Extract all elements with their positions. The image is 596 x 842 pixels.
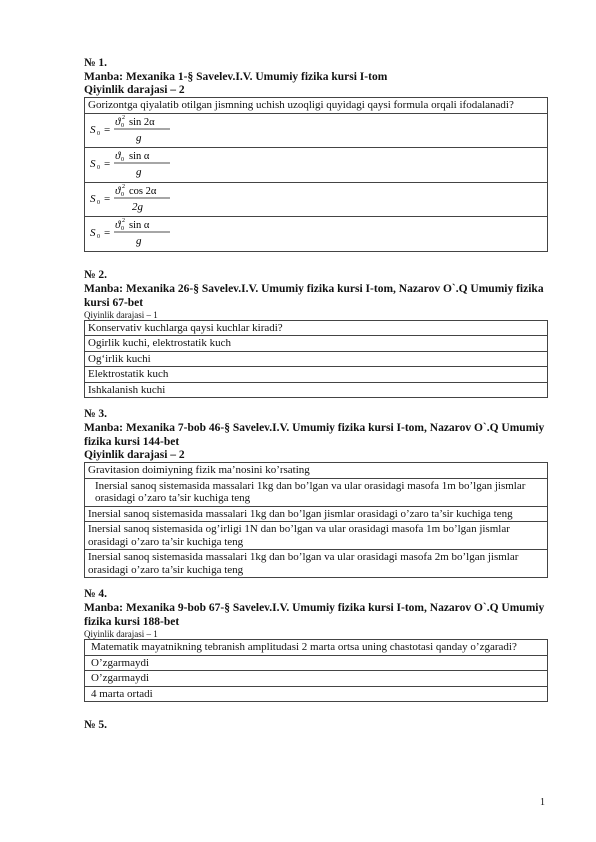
document-page (84, 57, 548, 732)
question-table (84, 97, 548, 252)
answer-formula (85, 113, 548, 148)
formula-numerator-subscript: 0 (121, 122, 124, 129)
formula-lhs-subscript: 0 (97, 199, 100, 206)
question-3 (84, 408, 548, 578)
formula-numerator-power: 2 (122, 218, 125, 224)
formula-numerator-subscript: 0 (121, 226, 124, 232)
question-source: Manba: Mexanika 9-bob 67-§ Savelev.I.V. Umumiy fizika kursi I-tom, Nazarov O`.Q Umumiy fizika kursi 188-bet (84, 602, 545, 628)
answer-option: Ogirlik kuchi, elektrostatik kuch (85, 336, 548, 352)
question-text: Gorizontga qiyalatib otilgan jismning uchish uzoqligi quyidagi qaysi formula orqali ifodalanadi? (85, 98, 548, 114)
formula-lhs: S (90, 227, 96, 239)
answer-option: 4 marta ortadi (85, 686, 548, 702)
formula-numerator-power: 2 (122, 114, 125, 121)
question-number: № 3. (84, 408, 108, 420)
question-source: Manba: Mexanika 26-§ Savelev.I.V. Umumiy fizika kursi I-tom, Nazarov O`.Q Umumiy fizika kursi 67-bet (84, 282, 544, 309)
formula-equals: = (104, 158, 111, 170)
formula-denominator: 2g (132, 200, 143, 213)
answer-formula (85, 148, 548, 183)
answer-option: Inersial sanoq sistemasida massalari 1kg dan bo’lgan jismlar orasidagi o’zaro ta’sir kuchiga teng (85, 506, 548, 522)
difficulty-level: Qiyinlik darajasi – 2 (84, 84, 185, 96)
formula-lhs: S (90, 158, 96, 170)
formula-equals: = (104, 192, 111, 205)
question-number: № 4. (84, 588, 108, 600)
question-source: Manba: Mexanika 1-§ Savelev.I.V. Umumiy fizika kursi I-tom (84, 71, 388, 83)
question-number: № 5. (84, 719, 108, 731)
formula-numerator-symbol: ϑ (115, 115, 121, 128)
formula-equals: = (104, 227, 111, 239)
question-table (84, 320, 548, 399)
difficulty-level: Qiyinlik darajasi – 1 (84, 309, 158, 320)
answer-option: O’zgarmaydi (85, 671, 548, 687)
question-number: № 2. (84, 268, 108, 281)
formula-denominator: g (136, 235, 142, 247)
answer-option: Inersial sanoq sistemasida og’irligi 1N dan bo’lgan va ular orasidagi masofa 1m bo’lgan jismlar orasidagi o’zaro ta’sir kuchiga teng (85, 522, 548, 550)
formula-numerator-function: sin α (129, 151, 150, 162)
formula-graphic (88, 217, 178, 247)
answer-formula (85, 182, 548, 217)
formula-numerator-function: sin α (129, 220, 150, 231)
formula-graphic (88, 114, 178, 144)
formula-graphic (88, 148, 178, 178)
formula-numerator-subscript: 0 (121, 191, 124, 198)
formula-numerator-symbol: ϑ (115, 150, 121, 162)
formula-lhs-subscript: 0 (97, 165, 100, 171)
answer-formula (85, 217, 548, 252)
question-text: Matematik mayatnikning tebranish amplitudasi 2 marta ortsa uning chastotasi qanday o’zgaradi? (85, 640, 548, 656)
answer-option: O’zgarmaydi (85, 655, 548, 671)
formula-denominator: g (136, 166, 142, 178)
answer-option: Ishkalanish kuchi (85, 382, 548, 398)
formula-numerator-function: sin 2α (129, 116, 155, 128)
formula-numerator-power: 2 (122, 183, 125, 190)
question-1 (84, 57, 548, 252)
page-number: 1 (540, 797, 545, 808)
answer-option: Inersial sanoq sistemasida massalari 1kg dan bo’lgan va ular orasidagi masofa 1m bo’lgan jismlar orasidagi o’zaro ta’sir kuchiga teng (85, 478, 548, 506)
question-2 (84, 269, 548, 399)
question-text: Gravitasion doimiyning fizik ma’nosini ko’rsating (85, 463, 548, 479)
difficulty-level: Qiyinlik darajasi – 1 (84, 629, 158, 639)
formula-lhs-subscript: 0 (97, 234, 100, 240)
formula-lhs-subscript: 0 (97, 130, 100, 137)
answer-option: Elektrostatik kuch (85, 367, 548, 383)
answer-option: Og‘irlik kuchi (85, 351, 548, 367)
formula-graphic (88, 183, 178, 213)
formula-numerator-symbol: ϑ (115, 184, 121, 197)
formula-lhs: S (90, 192, 96, 205)
question-table (84, 639, 548, 702)
formula-numerator-function: cos 2α (129, 185, 157, 197)
question-text: Konservativ kuchlarga qaysi kuchlar kiradi? (85, 320, 548, 336)
question-table (84, 462, 548, 578)
question-5 (84, 719, 548, 732)
formula-lhs: S (90, 123, 96, 136)
formula-equals: = (104, 123, 111, 136)
answer-option: Inersial sanoq sistemasida massalari 1kg dan bo’lgan va ular orasidagi masofa 2m bo’lgan jismlar orasidagi o’zaro ta’sir kuchiga teng (85, 550, 548, 578)
question-number: № 1. (84, 57, 108, 69)
difficulty-level: Qiyinlik darajasi – 2 (84, 449, 185, 461)
formula-numerator-subscript: 0 (121, 157, 124, 163)
question-source: Manba: Mexanika 7-bob 46-§ Savelev.I.V. Umumiy fizika kursi I-tom, Nazarov O`.Q Umumiy fizika kursi 144-bet (84, 422, 545, 448)
formula-denominator: g (136, 131, 142, 144)
question-4 (84, 588, 548, 702)
formula-numerator-symbol: ϑ (115, 219, 121, 231)
